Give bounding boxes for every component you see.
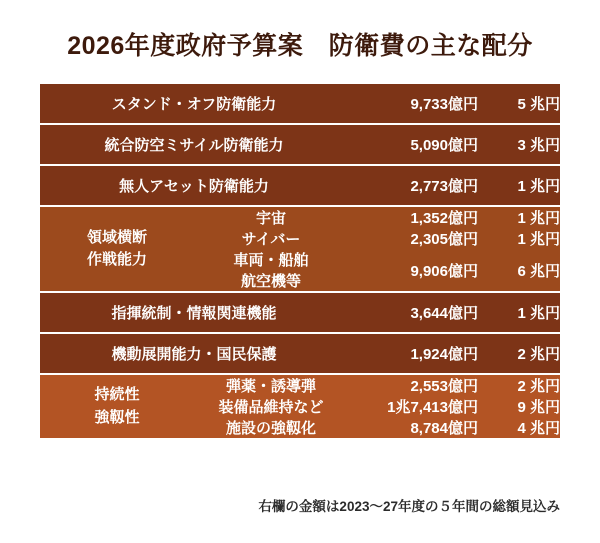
row-amount: 5,090億円 <box>348 124 478 165</box>
group-label-line2: 作戦能力 <box>86 251 147 268</box>
row-amount: 9,733億円 <box>410 96 478 113</box>
sub-label: 装備品維持など <box>218 399 324 416</box>
row-total: 1 兆円 <box>478 206 560 228</box>
row-label: 機動展開能力・国民保護 <box>40 333 348 374</box>
group-label-line2: 強靱性 <box>94 408 140 426</box>
row-total: 9 兆円 <box>517 399 560 416</box>
row-amount: 8,784億円 <box>410 420 478 437</box>
row-amount: 2,773億円 <box>348 165 478 206</box>
sub-label-multiline <box>194 249 348 292</box>
table-row <box>40 292 560 333</box>
row-amount: 1兆7,413億円 <box>387 399 478 416</box>
table-row-group-ryoiki-1 <box>40 206 560 228</box>
row-label: スタンド・オフ防衛能力 <box>111 96 277 113</box>
table-row-group-jizoku-1 <box>40 374 560 396</box>
group-label-jizoku <box>40 374 194 438</box>
table-row <box>40 165 560 206</box>
row-total: 1 兆円 <box>478 165 560 206</box>
group-label-line1: 領域横断 <box>86 228 147 246</box>
table-row <box>40 84 560 124</box>
group-label-line1: 持続性 <box>94 386 140 403</box>
row-label: 無人アセット防衛能力 <box>40 165 348 206</box>
row-amount: 1,352億円 <box>348 206 478 228</box>
row-total: 1 兆円 <box>478 292 560 333</box>
row-label: 指揮統制・情報関連機能 <box>40 292 348 333</box>
sub-label-line1: 車両・船舶 <box>233 252 309 269</box>
row-label: 統合防空ミサイル防衛能力 <box>40 124 348 165</box>
sub-label: サイバー <box>241 231 301 248</box>
row-amount: 9,906億円 <box>410 262 478 280</box>
group-label-ryoiki <box>40 206 194 292</box>
sub-label: 宇宙 <box>194 206 348 228</box>
row-total: 5 兆円 <box>517 96 560 113</box>
table-row <box>40 333 560 374</box>
row-amount: 2,305億円 <box>410 231 478 248</box>
budget-table <box>40 84 560 438</box>
row-amount: 2,553億円 <box>348 374 478 396</box>
row-amount: 1,924億円 <box>348 333 478 374</box>
sub-label: 弾薬・誘導弾 <box>194 374 348 396</box>
row-total: 4 兆円 <box>517 420 560 437</box>
row-total: 2 兆円 <box>478 333 560 374</box>
row-total: 1 兆円 <box>517 231 560 248</box>
row-total: 6 兆円 <box>517 262 560 280</box>
row-total: 2 兆円 <box>478 374 560 396</box>
sub-label-line2: 航空機等 <box>240 273 301 290</box>
row-total: 3 兆円 <box>478 124 560 165</box>
footnote: 右欄の金額は2023〜27年度の５年間の総額見込み <box>258 499 560 514</box>
sub-label: 施設の強靱化 <box>225 420 316 437</box>
row-amount: 3,644億円 <box>348 292 478 333</box>
page-title: 2026年度政府予算案 防衛費の主な配分 <box>67 32 533 60</box>
table-row <box>40 124 560 165</box>
